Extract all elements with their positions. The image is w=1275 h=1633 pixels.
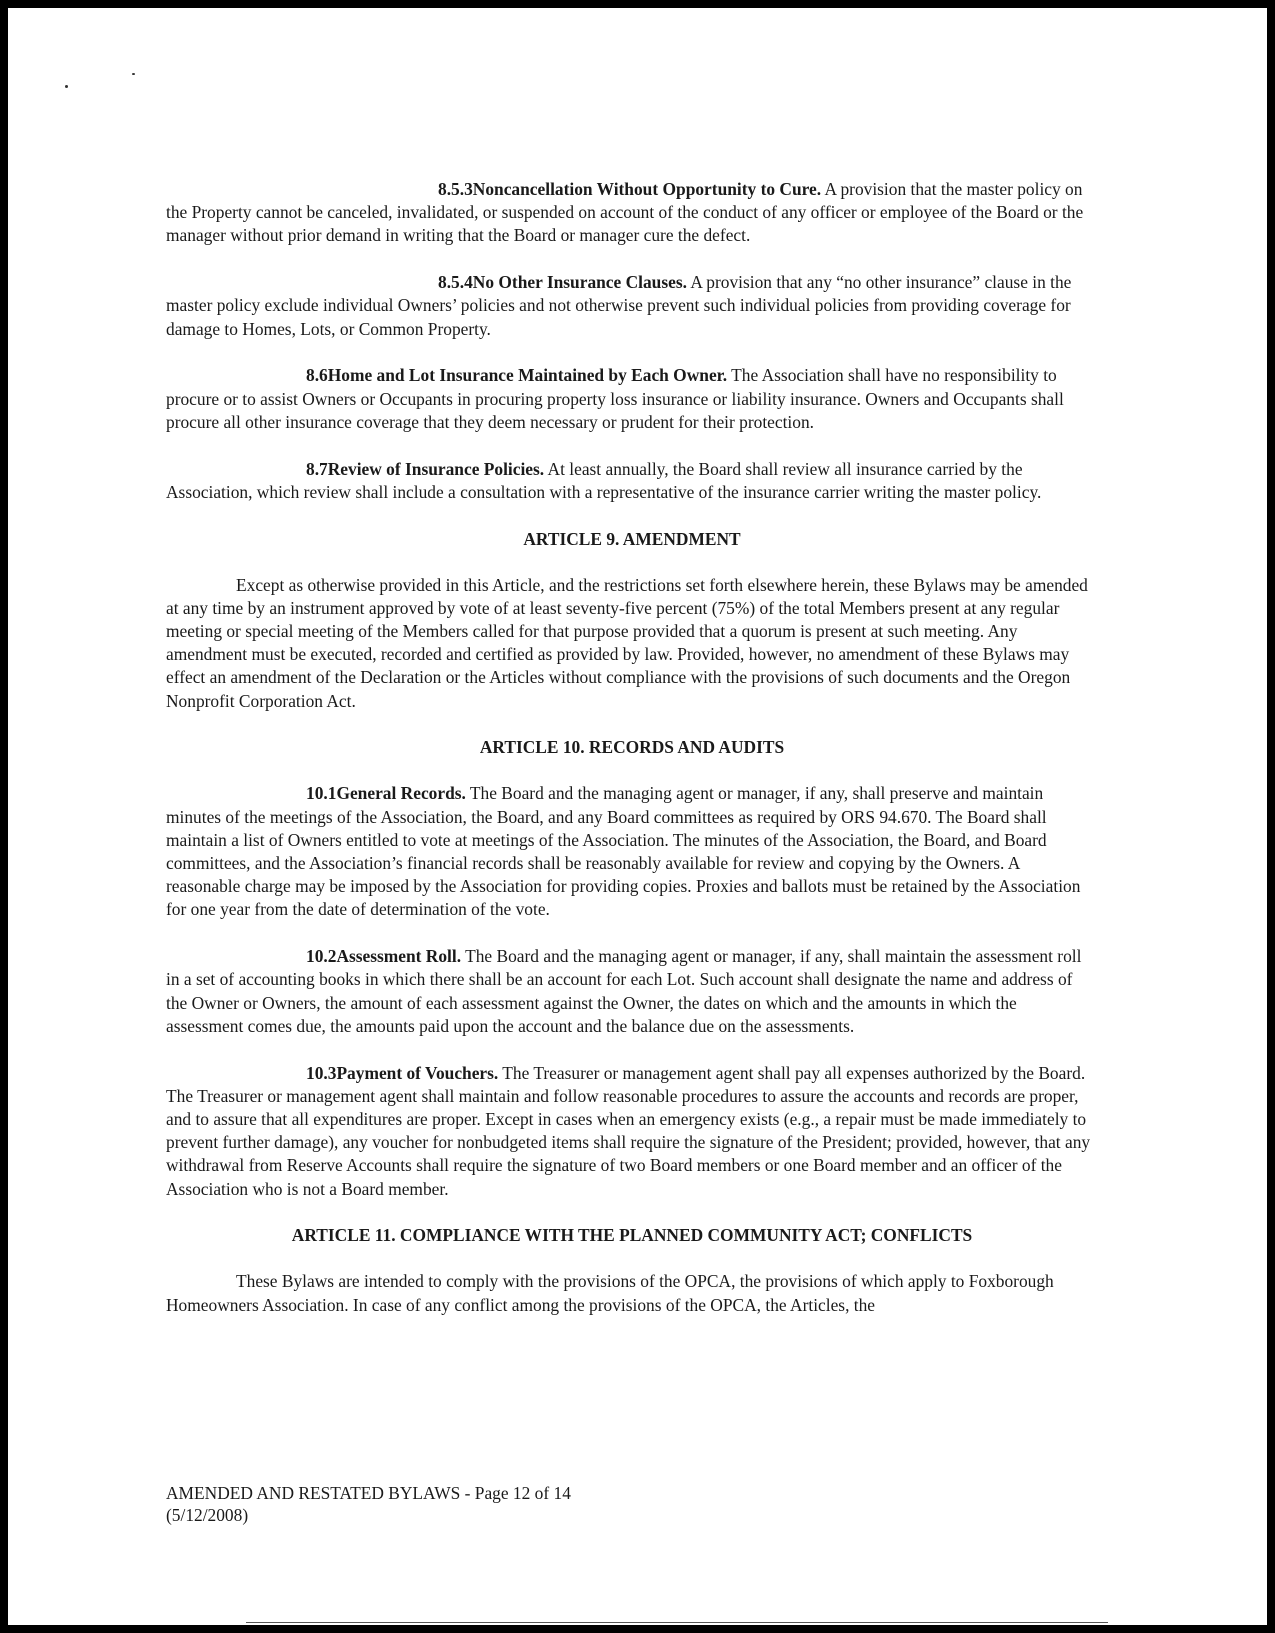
section-8-7 (166, 458, 1098, 504)
section-8-6 (166, 364, 1098, 434)
section-10-3 (166, 1062, 1098, 1201)
section-heading: General Records. (336, 783, 466, 804)
section-10-2 (166, 945, 1098, 1038)
section-heading: Assessment Roll. (336, 946, 462, 967)
section-10-1 (166, 782, 1098, 921)
section-text: The Treasurer or management agent shall pay all expenses authorized by the Board. The Treasurer or management agent shall maintain and follow reasonable procedures to assure the accounts and records are proper, and to assure that all expenditures are proper. Except in cases when an emergency exists (e.g., a repair must be made immediately to prevent further damage), any voucher for nonbudgeted items shall require the signature of the President; provided, however, that any withdrawal from Reserve Accounts shall require the signature of two Board members or one Board member and an officer of the Association who is not a Board member. (166, 1062, 1091, 1199)
scan-speck (132, 73, 135, 75)
footer-date: (5/12/2008) (166, 1505, 249, 1525)
section-number: 8.5.3 (438, 179, 473, 199)
article-9-title: ARTICLE 9. AMENDMENT (523, 528, 741, 549)
section-heading: Noncancellation Without Opportunity to Cure. (472, 179, 822, 199)
section-text: A provision that the master policy on the Property cannot be canceled, invalidated, or suspended on account of the conduct of any officer or employee of the Board or the manager without prior demand in writing that the Board or manager cure the defect. (166, 179, 1084, 246)
section-text: A provision that any “no other insurance” clause in the master policy exclude individual Owners’ policies and not otherwise prevent such individual policies from providing coverage for damage to Homes, Lots, or Common Property. (166, 272, 1072, 339)
section-number: 10.1 (306, 783, 337, 804)
section-number: 8.6 (306, 365, 328, 386)
section-number: 8.7 (306, 458, 328, 479)
section-text: The Board and the managing agent or manager, if any, shall maintain the assessment roll in a set of accounting books in which there shall be an account for each Lot. Such account shall designate the name and address of the Owner or Owners, the amount of each assessment against the Owner, the dates on which and the amounts in which the assessment comes due, the amounts paid upon the account and the balance due on the assessments. (166, 946, 1082, 1036)
section-8-5-4 (166, 271, 1098, 341)
scan-speck (65, 85, 68, 88)
bottom-rule-divider (246, 1622, 1108, 1623)
section-heading: Review of Insurance Policies. (327, 458, 545, 479)
section-text: The Board and the managing agent or manager, if any, shall preserve and maintain minutes of the meetings of the Association, the Board, and any Board committees as required by ORS 94.670. The Board shall maintain a list of Owners entitled to vote at meetings of the Association. The minutes of the Association, the Board, and Board committees, and the Association’s financial records shall be reasonably available for review and copying by the Owners. A reasonable charge may be imposed by the Association for providing copies. Proxies and ballots must be retained by the Association for one year from the date of determination of the vote. (166, 783, 1081, 920)
section-number: 10.3 (306, 1062, 337, 1083)
section-number: 8.5.4 (438, 272, 473, 293)
article-11-title: ARTICLE 11. COMPLIANCE WITH THE PLANNED COMMUNITY ACT; CONFLICTS (291, 1225, 973, 1246)
article-9-text: Except as otherwise provided in this Article, and the restrictions set forth elsewhere herein, these Bylaws may be amended at any time by an instrument approved by vote of at least seventy-five percent (75%) of the total Members present at any regular meeting or special meeting of the Members called for that purpose provided that a quorum is present at such meeting. Any amendment must be executed, recorded and certified as provided by law. Provided, however, no amendment of these Bylaws may effect an amendment of the Declaration or the Articles without compliance with the provisions of such documents and the Oregon Nonprofit Corporation Act. (166, 574, 1088, 711)
section-heading: Home and Lot Insurance Maintained by Each Owner. (327, 365, 728, 386)
section-text: At least annually, the Board shall review all insurance carried by the Association, which review shall include a consultation with a representative of the insurance carrier writing the master policy. (166, 458, 1042, 502)
section-8-5-3 (166, 178, 1098, 248)
section-number: 10.2 (306, 946, 337, 967)
article-11-text: These Bylaws are intended to comply with the provisions of the OPCA, the provisions of which apply to Foxborough Homeowners Association. In case of any conflict among the provisions of the OPCA, the Articles, the (166, 1271, 1054, 1315)
document-body (166, 178, 1098, 1340)
page-footer (166, 1482, 571, 1526)
section-heading: Payment of Vouchers. (336, 1062, 499, 1083)
article-10-title: ARTICLE 10. RECORDS AND AUDITS (479, 737, 785, 758)
section-text: The Association shall have no responsibility to procure or to assist Owners or Occupants in procuring property loss insurance or liability insurance. Owners and Occupants shall procure all other insurance coverage that they deem necessary or prudent for their protection. (166, 365, 1064, 432)
section-heading: No Other Insurance Clauses. (472, 272, 687, 293)
footer-document-title: AMENDED AND RESTATED BYLAWS - Page 12 of 14 (166, 1483, 571, 1503)
